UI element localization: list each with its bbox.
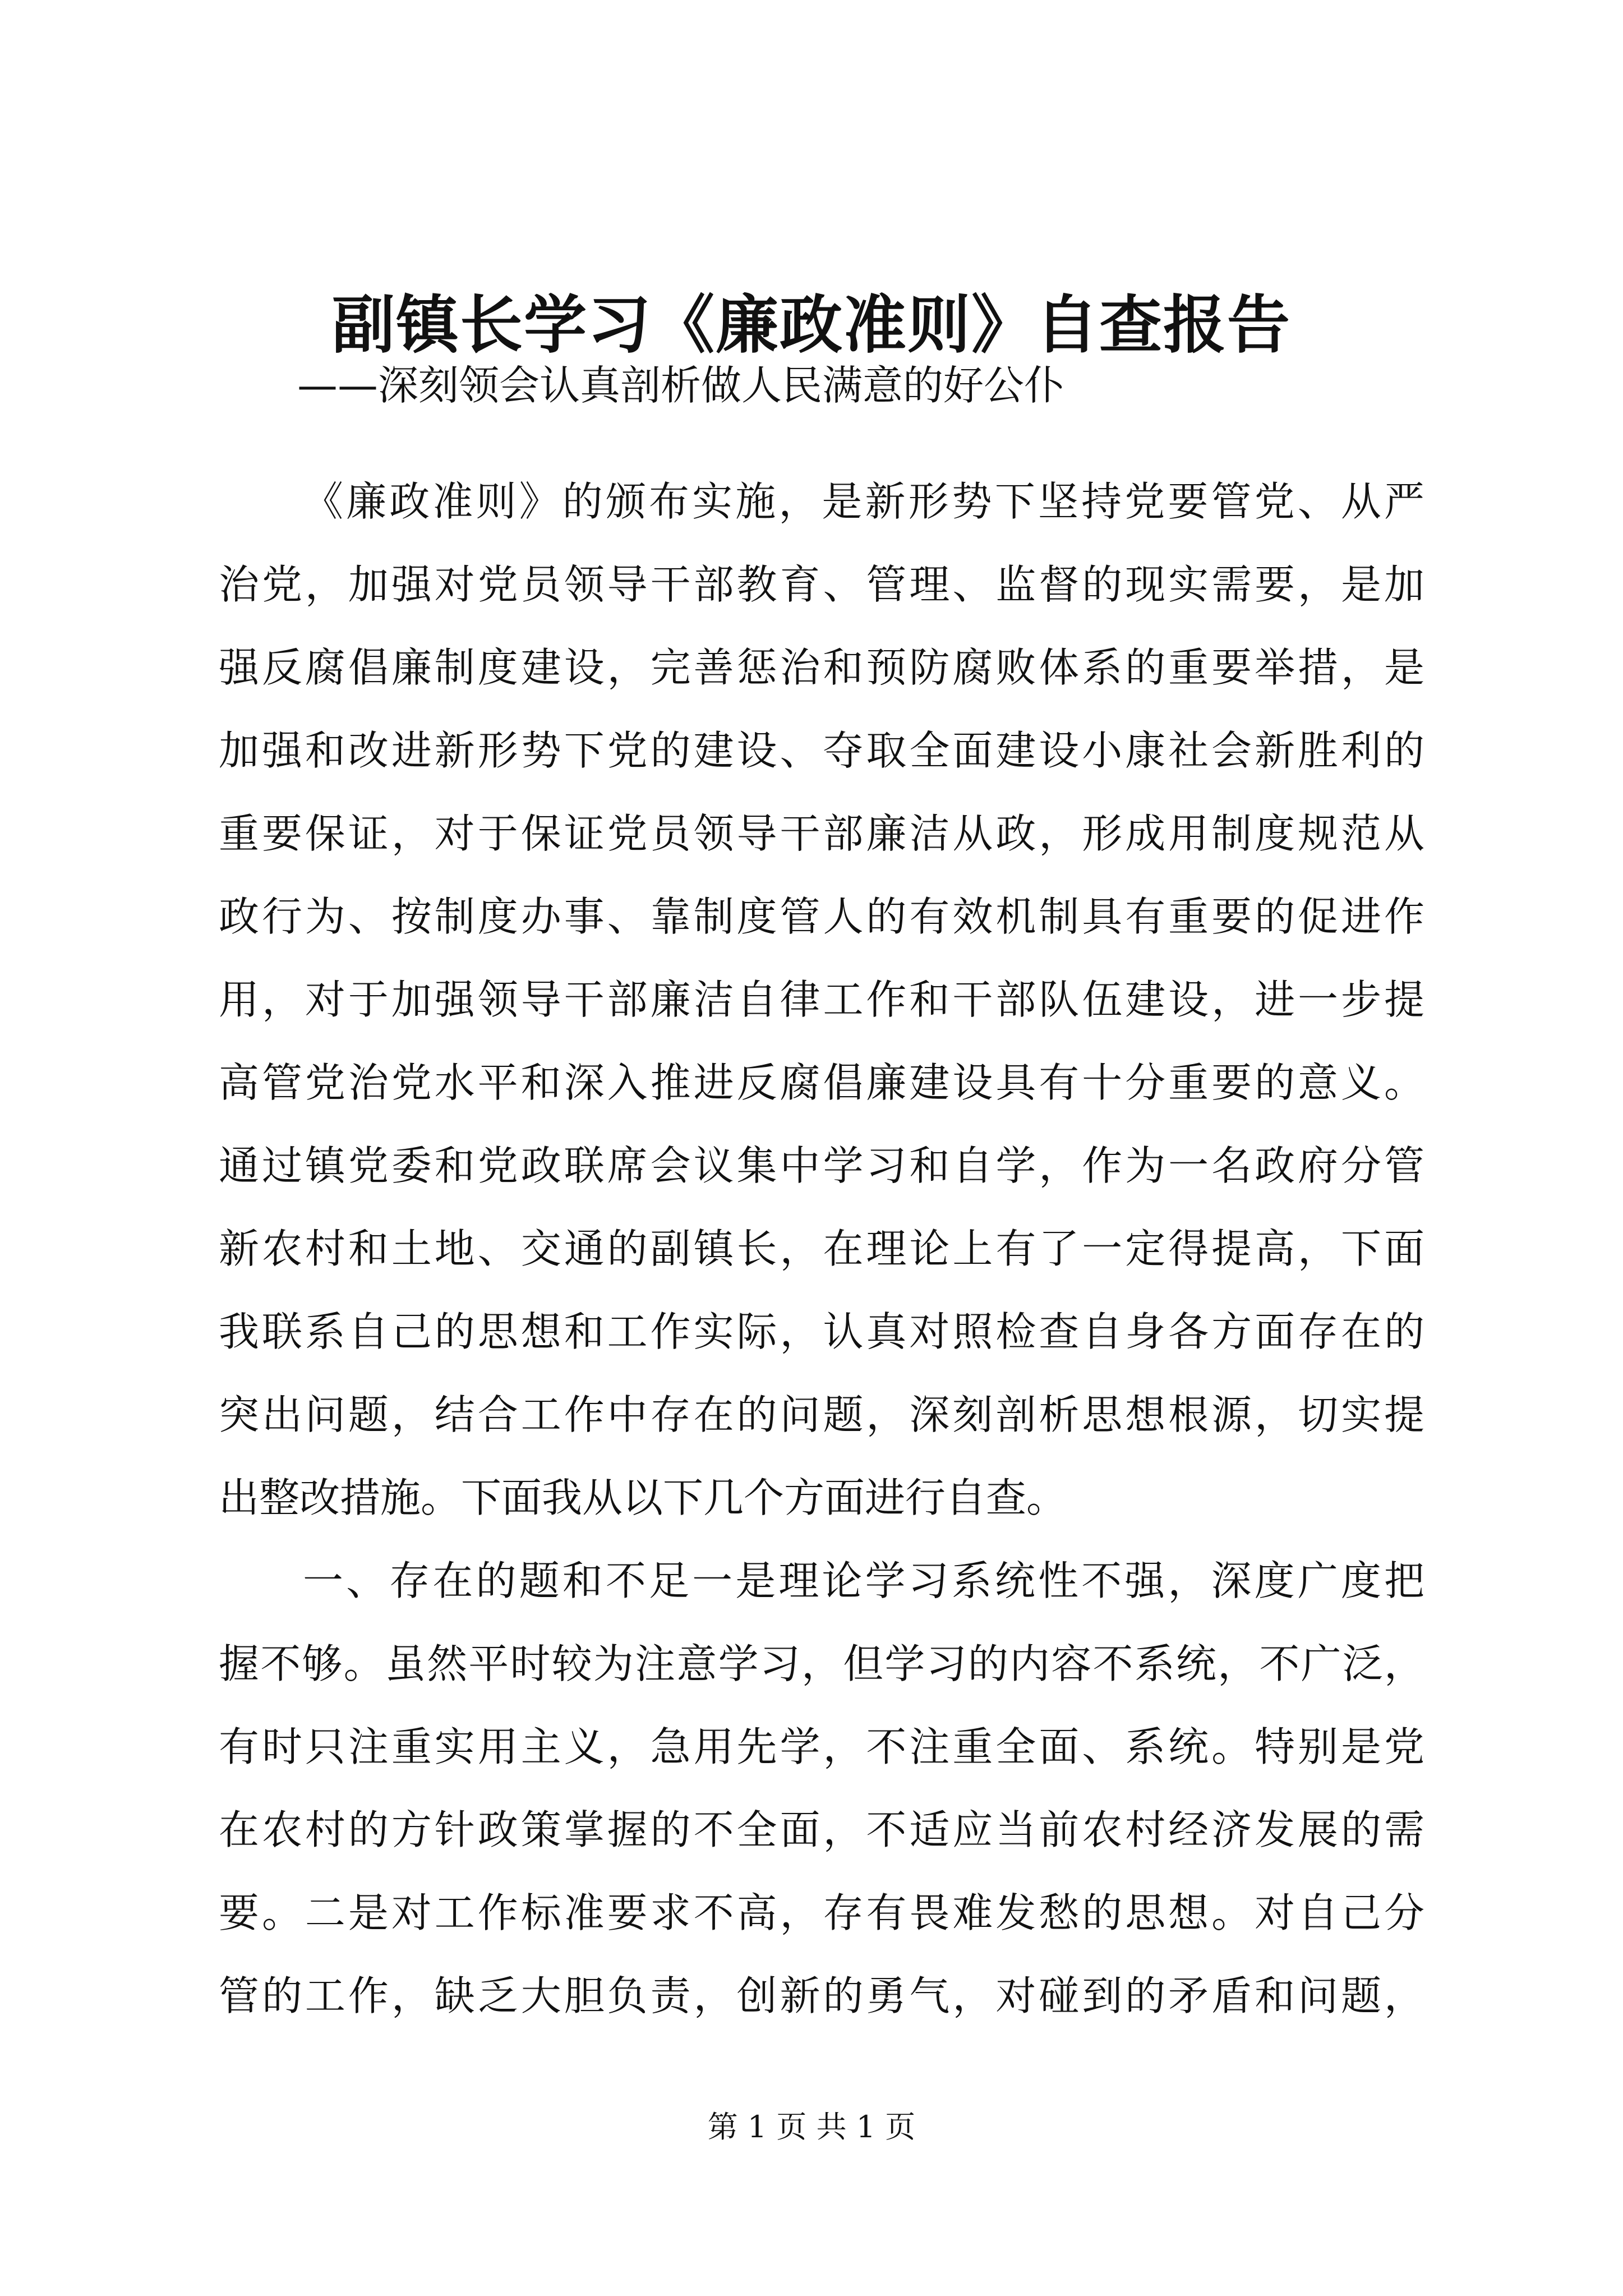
body-line: 有时只注重实用主义，急用先学，不注重全面、系统。特别是党 [219, 1723, 1424, 1770]
body-line: 突出问题，结合工作中存在的问题，深刻剖析思想根源，切实提 [219, 1391, 1424, 1438]
body-line: 管的工作，缺乏大胆负责，创新的勇气，对碰到的矛盾和问题， [219, 1972, 1424, 2019]
page-number: 第 1 页 共 1 页 [707, 2109, 916, 2145]
body-line: 强反腐倡廉制度建设，完善惩治和预防腐败体系的重要举措，是 [219, 644, 1424, 691]
body-line: 《廉政准则》的颁布实施，是新形势下坚持党要管党、从严 [303, 478, 1424, 525]
body-line: 用，对于加强领导干部廉洁自律工作和干部队伍建设，进一步提 [219, 976, 1424, 1023]
body-line: 政行为、按制度办事、靠制度管人的有效机制具有重要的促进作 [219, 893, 1424, 940]
document-title: 副镇长学习《廉政准则》自查报告 [332, 288, 1291, 362]
body-line: 我联系自己的思想和工作实际，认真对照检查自身各方面存在的 [219, 1308, 1424, 1355]
body-line: 要。二是对工作标准要求不高，存有畏难发愁的思想。对自己分 [219, 1889, 1424, 1936]
body-line: 高管党治党水平和深入推进反腐倡廉建设具有十分重要的意义。 [219, 1059, 1424, 1106]
body-line: 通过镇党委和党政联席会议集中学习和自学，作为一名政府分管 [219, 1142, 1424, 1189]
body-line: 新农村和土地、交通的副镇长，在理论上有了一定得提高，下面 [219, 1225, 1424, 1272]
document-subtitle: ——深刻领会认真剖析做人民满意的好公仆 [297, 362, 1065, 409]
body-line: 出整改措施。下面我从以下几个方面进行自查。 [219, 1474, 1067, 1521]
body-line: 治党，加强对党员领导干部教育、管理、监督的现实需要，是加 [219, 561, 1424, 608]
body-line: 重要保证，对于保证党员领导干部廉洁从政，形成用制度规范从 [219, 810, 1424, 857]
body-line: 加强和改进新形势下党的建设、夺取全面建设小康社会新胜利的 [219, 727, 1424, 774]
body-line: 在农村的方针政策掌握的不全面，不适应当前农村经济发展的需 [219, 1806, 1424, 1853]
body-line: 一、存在的题和不足一是理论学习系统性不强，深度广度把 [303, 1557, 1424, 1604]
body-line: 握不够。虽然平时较为注意学习，但学习的内容不系统，不广泛， [219, 1640, 1424, 1687]
